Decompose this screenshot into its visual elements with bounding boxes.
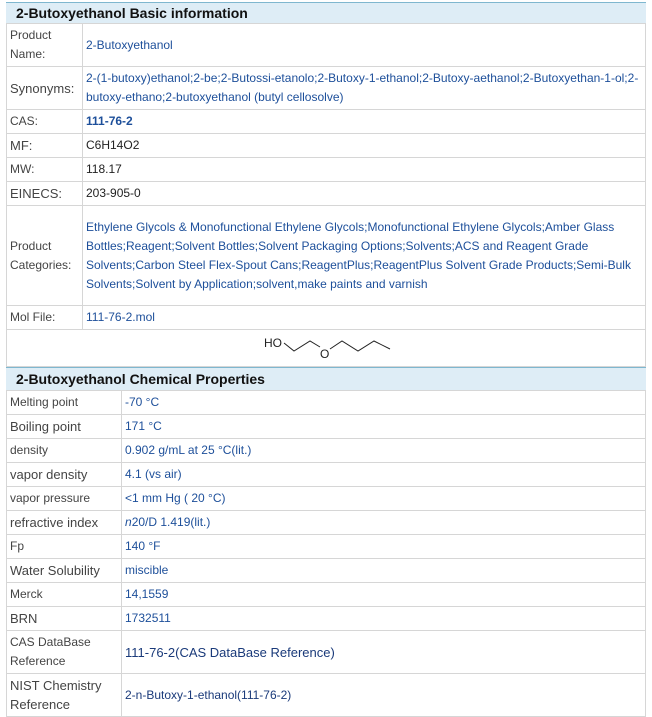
brn-label: BRN	[7, 607, 122, 631]
row-fp	[7, 535, 646, 559]
row-product-name	[7, 24, 646, 67]
row-refractive-index	[7, 511, 646, 535]
cas-database-link[interactable]: 111-76-2(CAS DataBase Reference)	[122, 631, 646, 674]
vapor-density-label: vapor density	[7, 463, 122, 487]
categories-label: Product Categories:	[7, 206, 83, 306]
refractive-index-text: 20/D 1.419(lit.)	[131, 515, 211, 529]
o-label: O	[320, 347, 330, 361]
fp-label: Fp	[7, 535, 122, 559]
row-brn	[7, 607, 646, 631]
melting-point-label: Melting point	[7, 391, 122, 415]
cas-label: CAS:	[7, 110, 83, 134]
mol-file-link[interactable]: 111-76-2.mol	[83, 306, 646, 330]
mf-value: C6H14O2	[83, 134, 646, 158]
water-solubility-value: miscible	[122, 559, 646, 583]
density-value: 0.902 g/mL at 25 °C(lit.)	[122, 439, 646, 463]
einecs-label: EINECS:	[7, 182, 83, 206]
vapor-pressure-value: <1 mm Hg ( 20 °C)	[122, 487, 646, 511]
product-name-value[interactable]: 2-Butoxyethanol	[83, 24, 646, 67]
row-vapor-density	[7, 463, 646, 487]
row-mw	[7, 158, 646, 182]
row-density	[7, 439, 646, 463]
structure-cell	[7, 330, 646, 367]
basic-info-header: 2-Butoxyethanol Basic information	[6, 2, 646, 23]
boiling-point-label: Boiling point	[7, 415, 122, 439]
water-solubility-label: Water Solubility	[7, 559, 122, 583]
row-categories	[7, 206, 646, 306]
einecs-value: 203-905-0	[83, 182, 646, 206]
molecule-structure-image	[262, 333, 402, 363]
basic-info-table	[6, 23, 646, 367]
row-synonyms	[7, 67, 646, 110]
boiling-point-value: 171 °C	[122, 415, 646, 439]
vapor-density-value: 4.1 (vs air)	[122, 463, 646, 487]
ho-label: HO	[264, 336, 282, 350]
refractive-index-italic: n	[125, 515, 132, 529]
row-boiling-point	[7, 415, 646, 439]
cas-value[interactable]: 111-76-2	[83, 110, 646, 134]
chemical-properties-table	[6, 390, 646, 717]
row-cas-database	[7, 631, 646, 674]
merck-label: Merck	[7, 583, 122, 607]
melting-point-value: -70 °C	[122, 391, 646, 415]
row-merck	[7, 583, 646, 607]
cas-database-label: CAS DataBase Reference	[7, 631, 122, 674]
refractive-index-value	[122, 511, 646, 535]
row-nist	[7, 674, 646, 717]
nist-label: NIST Chemistry Reference	[7, 674, 122, 717]
synonyms-label: Synonyms:	[7, 67, 83, 110]
chemical-properties-header: 2-Butoxyethanol Chemical Properties	[6, 367, 646, 390]
row-mf	[7, 134, 646, 158]
density-label: density	[7, 439, 122, 463]
mf-label: MF:	[7, 134, 83, 158]
row-cas	[7, 110, 646, 134]
categories-value[interactable]: Ethylene Glycols & Monofunctional Ethylene Glycols;Monofunctional Ethylene Glycols;Amber Glass Bottles;Reagent;Solvent Bottles;Solvent Packaging Options;Solvents;ACS and Reagent Grade Solvents;Carbon Steel Flex-Spout Cans;ReagentPlus;ReagentPlus Solvent Grade Products;Semi-Bulk Solvents;Solvent by Application;solvent,make paints and varnish	[83, 206, 646, 306]
row-einecs	[7, 182, 646, 206]
merck-value: 14,1559	[122, 583, 646, 607]
brn-value: 1732511	[122, 607, 646, 631]
row-vapor-pressure	[7, 487, 646, 511]
synonyms-value[interactable]: 2-(1-butoxy)ethanol;2-be;2-Butossi-etanolo;2-Butoxy-1-ethanol;2-Butoxy-aethanol;2-Butoxyethan-1-ol;2-butoxy-ethano;2-butoxyethanol (butyl cellosolve)	[83, 67, 646, 110]
row-melting-point	[7, 391, 646, 415]
nist-link[interactable]: 2-n-Butoxy-1-ethanol(111-76-2)	[122, 674, 646, 717]
mw-value: 118.17	[83, 158, 646, 182]
row-water-solubility	[7, 559, 646, 583]
fp-value: 140 °F	[122, 535, 646, 559]
refractive-index-label: refractive index	[7, 511, 122, 535]
row-mol-file	[7, 306, 646, 330]
mw-label: MW:	[7, 158, 83, 182]
mol-file-label: Mol File:	[7, 306, 83, 330]
product-name-label: Product Name:	[7, 24, 83, 67]
vapor-pressure-label: vapor pressure	[7, 487, 122, 511]
row-structure	[7, 330, 646, 367]
